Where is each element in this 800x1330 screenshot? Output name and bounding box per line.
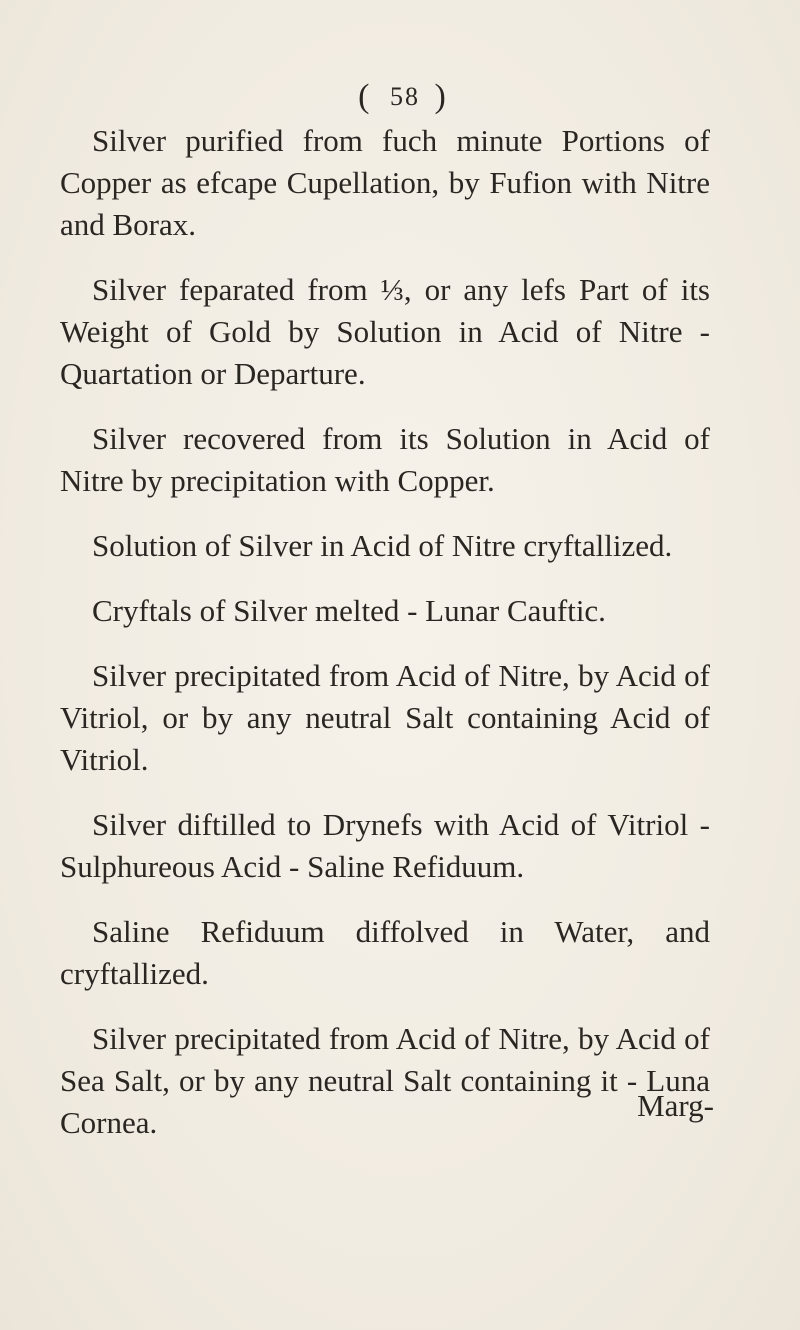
entry-solution-crystallized [60,525,710,567]
entry-text: Saline Refiduum diffolved in Water, and cryftallized. [60,914,710,991]
entry-precipitated-vitriol [60,655,710,781]
page-number [0,78,800,116]
entry-text: Cryftals of Silver melted - Lunar Cauftic. [92,593,606,628]
entry-text: Silver precipitated from Acid of Nitre, by Acid of Sea Salt, or by any neutral Salt containing it - Luna Cornea. [60,1021,710,1140]
entry-list [60,120,710,1167]
page-number-value: 58 [390,82,420,111]
entry-residuum-dissolved [60,911,710,995]
entry-text: Solution of Silver in Acid of Nitre cryftallized. [92,528,673,563]
catchword: Marg- [637,1088,714,1123]
entry-text: Silver precipitated from Acid of Nitre, by Acid of Vitriol, or by any neutral Salt containing Acid of Vitriol. [60,658,710,777]
entry-text: Silver feparated from ⅓, or any lefs Part of its Weight of Gold by Solution in Acid of Nitre - Quartation or Departure. [60,272,710,391]
entry-text: Silver diftilled to Drynefs with Acid of Vitriol - Sulphureous Acid - Saline Refiduum. [60,807,710,884]
page-number-open-paren: ( [358,78,376,115]
page-number-close-paren: ) [434,78,452,115]
entry-text: Silver recovered from its Solution in Acid of Nitre by precipitation with Copper. [60,421,710,498]
entry-text: Silver purified from fuch minute Portions of Copper as efcape Cupellation, by Fufion with Nitre and Borax. [60,123,710,242]
entry-luna-cornea [60,1018,710,1144]
entry-lunar-caustic [60,590,710,632]
entry-silver-separated-quartation [60,269,710,395]
entry-distilled-dryness [60,804,710,888]
entry-silver-purified-cupellation [60,120,710,246]
entry-silver-recovered-copper [60,418,710,502]
